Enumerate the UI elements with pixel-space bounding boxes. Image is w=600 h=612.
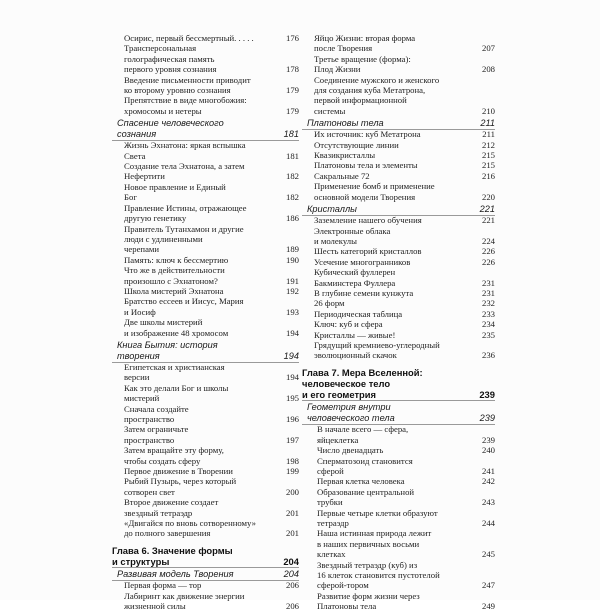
toc-entry (302, 215, 495, 225)
entry-page-number: 207 (481, 43, 495, 54)
entry-title: Глава 6. Значение формы и структуры (112, 544, 233, 568)
entry-page-number: 216 (481, 170, 495, 181)
entry-title: Сначала создайте пространство (124, 403, 189, 424)
toc-entry (302, 160, 495, 170)
entry-page-number: 226 (481, 246, 495, 257)
entry-title: Братство ессеев и Иисус, Мария и Иосиф (124, 296, 244, 317)
entry-page-number: 206 (285, 580, 299, 591)
toc-entry (302, 226, 495, 247)
toc-entry (112, 265, 299, 286)
entry-title: Препятствие в виде многобожия: хромосомы и нетеры (124, 95, 247, 116)
entry-title: Кристаллы (307, 204, 357, 215)
toc-entry (112, 466, 299, 476)
entry-page-number: 194 (285, 327, 299, 338)
entry-title: Заземление нашего обучения (314, 215, 422, 226)
toc-entry (112, 161, 299, 182)
entry-page-number: 179 (285, 105, 299, 116)
entry-title: Глава 7. Мера Вселенной: человеческое тело и его геометрия (302, 366, 423, 401)
toc-entry (112, 476, 299, 497)
section-entry (112, 569, 299, 580)
toc-entry (302, 528, 495, 559)
entry-page-number: 232 (481, 298, 495, 309)
entry-title: Развивая модель Творения (117, 569, 234, 580)
entry-title: Платоновы тела (307, 118, 384, 129)
toc-entry (302, 424, 495, 445)
entry-page-number: 210 (481, 105, 495, 116)
section-entry (302, 118, 495, 129)
chapter-entry (302, 367, 495, 401)
toc-entry (302, 267, 495, 288)
entry-title: Затем вращайте эту форму, чтобы создать сферу (124, 445, 224, 466)
entry-page-number: 196 (285, 414, 299, 424)
toc-entry (302, 591, 495, 612)
entry-page-number: 178 (285, 64, 299, 75)
toc-entry (112, 317, 299, 338)
entry-title: Рыбий Пузырь, через который сотворен свет (124, 476, 237, 497)
toc-entry (302, 75, 495, 117)
entry-page-number: 240 (481, 445, 495, 456)
entry-page-number: 204 (283, 556, 299, 568)
entry-title: Сперматозоид становится сферой (317, 455, 413, 477)
toc-entry (302, 298, 495, 308)
entry-title: Шесть категорий кристаллов (314, 246, 422, 257)
toc-entry (302, 181, 495, 202)
entry-page-number: 215 (481, 150, 495, 161)
entry-title: Платоновы тела и элементы (314, 160, 418, 171)
toc-entry (302, 309, 495, 319)
toc-entry (302, 150, 495, 160)
toc-entry (302, 340, 495, 361)
entry-page-number: 233 (481, 308, 495, 319)
toc-entry (112, 224, 299, 255)
entry-page-number: 201 (285, 528, 299, 539)
entry-page-number: 176 (285, 33, 299, 43)
toc-column-right (302, 33, 495, 612)
toc-entry (112, 518, 299, 539)
entry-title: Кристаллы — живые! (314, 329, 396, 340)
toc-entry (112, 445, 299, 466)
entry-page-number: 194 (283, 350, 299, 361)
entry-title: Их источник: куб Метатрона (314, 129, 421, 140)
toc-entry (302, 445, 495, 455)
entry-title: Книга Бытия: история творения (117, 339, 218, 361)
toc-entry (302, 508, 495, 529)
entry-title: Две школы мистерий и изображение 48 хромосом (124, 317, 229, 338)
entry-page-number: 182 (285, 171, 299, 182)
entry-page-number: 212 (481, 139, 495, 150)
entry-page-number: 198 (285, 455, 299, 466)
entry-page-number: 181 (285, 150, 299, 161)
entry-page-number: 239 (479, 389, 495, 401)
entry-title: Что же в действительности произошло с Эхнатоном? (124, 265, 225, 286)
entry-page-number: 239 (479, 413, 495, 424)
entry-page-number: 191 (285, 275, 299, 286)
entry-title: Затем ограничьте пространство (124, 424, 189, 445)
entry-title: Египетская и христианская версии (124, 361, 225, 383)
entry-title: Развитие форм жизни через Платоновы тела (317, 590, 420, 612)
toc-entry (302, 129, 495, 139)
toc-entry (112, 75, 299, 96)
toc-entry (112, 591, 299, 612)
entry-title: Первое движение в Творении (124, 466, 233, 477)
entry-page-number: 249 (481, 601, 495, 612)
toc-entry (112, 296, 299, 317)
toc-entry (112, 404, 299, 425)
entry-page-number: 197 (285, 434, 299, 445)
entry-title: В глубине семени кунжута (314, 287, 414, 298)
entry-title: Периодическая таблица (314, 308, 403, 319)
toc-entry (112, 95, 299, 116)
entry-page-number: 235 (481, 329, 495, 340)
toc-entry (302, 319, 495, 329)
entry-title: Образование центральной трубки (317, 486, 415, 508)
entry-title: Геометрия внутри человеческого тела (307, 402, 395, 424)
entry-page-number: 186 (285, 213, 299, 224)
entry-page-number: 234 (481, 319, 495, 330)
toc-entry (112, 182, 299, 203)
entry-title: Сакральные 72 (314, 170, 370, 181)
entry-title: Первая клетка человека (317, 476, 405, 487)
section-underline (302, 400, 495, 401)
entry-page-number: 194 (285, 372, 299, 383)
section-underline (112, 567, 299, 568)
toc-entry (302, 33, 495, 54)
section-entry (302, 204, 495, 215)
toc-entry (302, 330, 495, 340)
entry-title: Лабиринт как движение энергии жизненной силы (124, 590, 245, 612)
chapter-entry (112, 545, 299, 567)
entry-page-number: 245 (481, 549, 495, 560)
entry-title: Как это делали Бог и школы мистерий (124, 382, 229, 404)
entry-page-number: 243 (481, 497, 495, 508)
entry-title: Новое правление и Единый Бог (124, 181, 226, 203)
entry-page-number: 220 (481, 191, 495, 202)
entry-title: Первая форма — тор (124, 580, 202, 591)
entry-title: Ключ: куб и сфера (314, 319, 383, 330)
toc-entry (112, 203, 299, 224)
entry-page-number: 221 (481, 215, 495, 226)
entry-page-number: 192 (285, 285, 299, 296)
toc-entry (112, 424, 299, 445)
toc-entry (302, 257, 495, 267)
entry-page-number: 182 (285, 192, 299, 203)
entry-title: Квазикристаллы (314, 150, 376, 161)
section-entry (112, 118, 299, 140)
toc-entry (302, 456, 495, 477)
entry-title: Третье вращение (форма): Плод Жизни (314, 53, 411, 75)
entry-title: Правление Истины, отражающее другую генетику (124, 202, 247, 224)
entry-page-number: 215 (481, 160, 495, 171)
entry-title: В начале всего — сфера, яйцеклетка (317, 424, 409, 445)
entry-page-number: 204 (283, 569, 299, 580)
entry-page-number: 236 (481, 350, 495, 361)
entry-page-number: 242 (481, 476, 495, 487)
entry-title: Жизнь Эхнатона: яркая вспышка Света (124, 140, 246, 161)
entry-title: Усечение многогранников (314, 256, 411, 267)
section-entry (112, 340, 299, 362)
entry-title: Трансперсональная голографическая память первого уровня сознания (124, 43, 217, 75)
entry-title: Память: ключ к бессмертию (124, 254, 229, 265)
toc-entry (112, 140, 299, 161)
entry-page-number: 206 (285, 601, 299, 612)
entry-title: Введение письменности приводит ко второму уровню сознания (124, 74, 251, 96)
entry-title: Применение бомб и применение основной модели Творения (314, 181, 435, 202)
entry-page-number: 195 (285, 393, 299, 404)
entry-page-number: 226 (481, 256, 495, 267)
entry-title: Первые четыре клетки образуют тетраэдр (317, 507, 438, 529)
entry-title: «Двигайся по вновь сотворенному» до полного завершения (124, 518, 256, 539)
entry-title: Число двенадцать (317, 445, 384, 456)
toc-entry (302, 487, 495, 508)
entry-page-number: 247 (481, 580, 495, 591)
entry-title: Второе движение создает звездный тетраэдр (124, 497, 219, 518)
toc-entry (302, 476, 495, 486)
toc-entry (112, 497, 299, 518)
entry-page-number: 231 (481, 277, 495, 288)
entry-page-number: 211 (482, 129, 495, 140)
toc-entry (112, 33, 299, 43)
entry-title: Отсутствующие линии (314, 139, 399, 150)
entry-title: Создание тела Эхнатона, а затем Нефертити (124, 161, 245, 182)
entry-title: Звездный тетраэдр (куб) из 16 клеток становится пустотелой сферой-тором (317, 559, 440, 591)
entry-title: 26 форм (314, 298, 345, 309)
entry-page-number: 181 (283, 129, 299, 140)
section-entry (302, 402, 495, 424)
entry-title: Школа мистерий Эхнатона (124, 285, 224, 296)
entry-page-number: 239 (481, 434, 495, 445)
toc-entry (302, 560, 495, 591)
toc-entry (302, 288, 495, 298)
entry-title: Осирис, первый бессмертный. . . . . (124, 33, 254, 43)
entry-title: Яйцо Жизни: вторая форма после Творения (314, 33, 416, 54)
entry-page-number: 231 (481, 287, 495, 298)
entry-page-number: 189 (285, 244, 299, 255)
entry-title: Соединение мужского и женского для создания куба Метатрона, первой информационной системы (314, 74, 440, 116)
entry-page-number: 208 (481, 64, 495, 75)
entry-page-number: 193 (285, 306, 299, 317)
toc-entry (112, 43, 299, 74)
toc-entry (112, 255, 299, 265)
toc-entry (112, 362, 299, 383)
entry-title: Грядущий кремниево-углеродный эволюционный скачок (314, 339, 440, 361)
toc-entry (302, 140, 495, 150)
entry-title: Наша истинная природа лежит в наших первичных восьми клетках (317, 528, 432, 560)
toc-entry (112, 383, 299, 404)
entry-page-number: 200 (285, 486, 299, 497)
toc-entry (302, 171, 495, 181)
toc-entry (112, 580, 299, 590)
entry-page-number: 199 (285, 466, 299, 477)
entry-page-number: 241 (481, 466, 495, 477)
entry-page-number: 211 (480, 118, 495, 129)
toc-column-left (112, 33, 299, 612)
entry-title: Электронные облака и молекулы (314, 225, 391, 246)
entry-title: Правитель Тутанхамон и другие люди с удлиненными черепами (124, 223, 244, 255)
toc-entry (112, 286, 299, 296)
toc-entry (302, 54, 495, 75)
entry-page-number: 244 (481, 518, 495, 529)
entry-title: Кубический фуллерен Бакминстера Фуллера (314, 267, 396, 288)
entry-page-number: 224 (481, 235, 495, 246)
entry-page-number: 201 (285, 507, 299, 518)
entry-title: Спасение человеческого сознания (117, 118, 224, 140)
entry-page-number: 221 (479, 204, 495, 215)
entry-page-number: 179 (285, 85, 299, 96)
entry-page-number: 190 (285, 254, 299, 265)
toc-entry (302, 246, 495, 256)
